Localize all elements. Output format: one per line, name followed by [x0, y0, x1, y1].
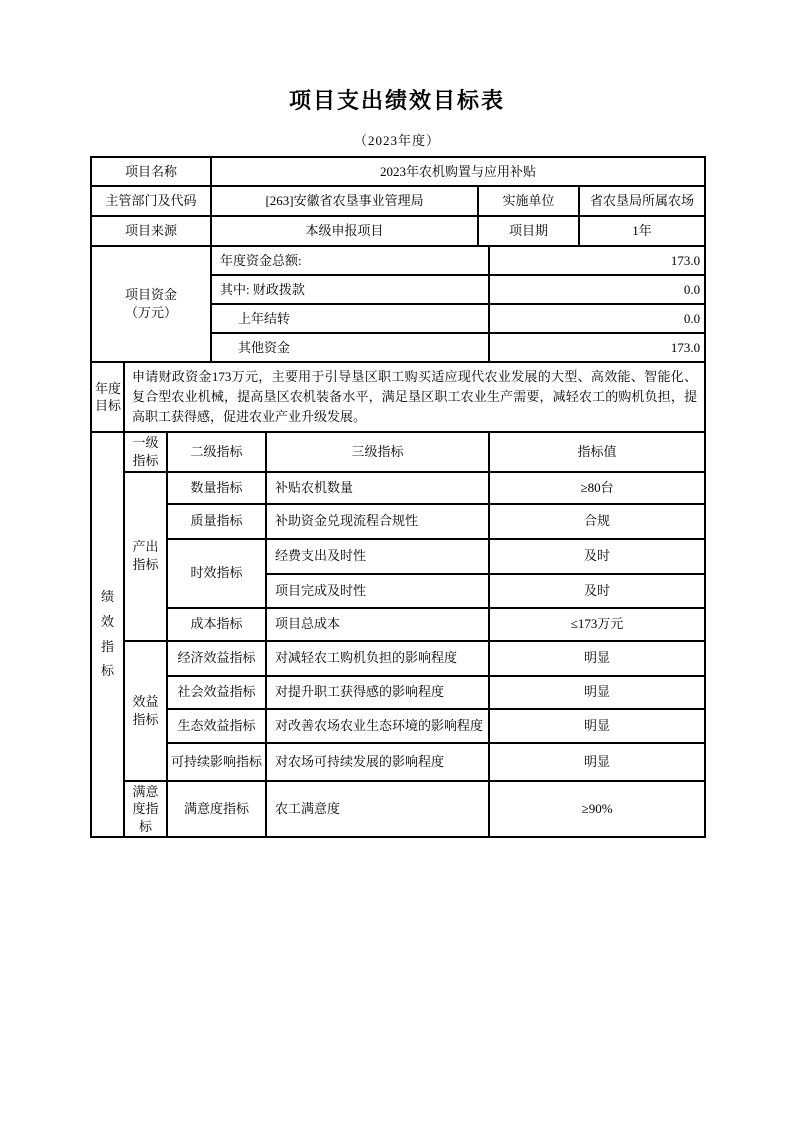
- row-source: [91, 216, 705, 246]
- goal-label: [91, 362, 124, 432]
- funds-other-label: 其他资金: [211, 333, 489, 362]
- satisfaction-l3: 农工满意度: [266, 781, 489, 838]
- cost-value: ≤173万元: [489, 608, 705, 641]
- project-name-label: 项目名称: [91, 157, 211, 186]
- social-l3: 对提升职工获得感的影响程度: [266, 676, 489, 709]
- quantity-l2: 数量指标: [167, 472, 266, 504]
- row-social: [91, 676, 705, 709]
- row-project-name: [91, 157, 705, 186]
- row-ecological: [91, 709, 705, 743]
- economic-l2: 经济效益指标: [167, 641, 266, 676]
- economic-value: 明显: [489, 641, 705, 676]
- quality-value: 合规: [489, 504, 705, 539]
- row-satisfaction: [91, 781, 705, 838]
- funds-label: [91, 246, 211, 362]
- source-value: 本级申报项目: [211, 216, 478, 246]
- row-quantity: [91, 472, 705, 504]
- period-value: 1年: [579, 216, 705, 246]
- funds-fiscal-label: 其中: 财政拨款: [211, 275, 489, 304]
- goal-label-text: 年度目标: [94, 380, 121, 414]
- group-satisfaction: [124, 781, 167, 838]
- cost-l3: 项目总成本: [266, 608, 489, 641]
- quality-l2: 质量指标: [167, 504, 266, 539]
- funds-label-line1: 项目资金: [125, 287, 178, 303]
- group-satisfaction-text: 满意度指标: [132, 783, 159, 834]
- economic-l3: 对减轻农工购机负担的影响程度: [266, 641, 489, 676]
- timeliness2-l3: 项目完成及时性: [266, 574, 489, 608]
- sustainable-value: 明显: [489, 743, 705, 781]
- sustainable-l3: 对农场可持续发展的影响程度: [266, 743, 489, 781]
- quantity-value: ≥80台: [489, 472, 705, 504]
- unit-label: 实施单位: [478, 186, 579, 216]
- row-indicator-header: [91, 432, 705, 471]
- row-funds-total: [91, 246, 705, 275]
- page-subtitle: （2023年度）: [353, 133, 440, 148]
- perf-side-label-text: 绩效指标: [100, 589, 114, 679]
- funds-fiscal-value: 0.0: [489, 275, 705, 304]
- page-title: 项目支出绩效目标表: [288, 88, 505, 113]
- timeliness2-value: 及时: [489, 574, 705, 608]
- header-value: 指标值: [489, 432, 705, 471]
- funds-total-value: 173.0: [489, 246, 705, 275]
- project-name-value: 2023年农机购置与应用补贴: [211, 157, 705, 186]
- quantity-l3: 补贴农机数量: [266, 472, 489, 504]
- source-label: 项目来源: [91, 216, 211, 246]
- social-value: 明显: [489, 676, 705, 709]
- unit-value: 省农垦局所属农场: [579, 186, 705, 216]
- satisfaction-value: ≥90%: [489, 781, 705, 838]
- period-label: 项目期: [478, 216, 579, 246]
- timeliness1-l3: 经费支出及时性: [266, 539, 489, 574]
- dept-label: 主管部门及代码: [91, 186, 211, 216]
- group-benefit: 效益指标: [124, 641, 167, 781]
- timeliness-l2: 时效指标: [167, 539, 266, 608]
- row-economic: [91, 641, 705, 676]
- row-annual-goal: [91, 362, 705, 432]
- social-l2: 社会效益指标: [167, 676, 266, 709]
- funds-other-value: 173.0: [489, 333, 705, 362]
- header-level2: 二级指标: [167, 432, 266, 471]
- header-level3: 三级指标: [266, 432, 489, 471]
- quality-l3: 补助资金兑现流程合规性: [266, 504, 489, 539]
- satisfaction-l2: 满意度指标: [167, 781, 266, 838]
- row-cost: [91, 608, 705, 641]
- ecological-value: 明显: [489, 709, 705, 743]
- performance-target-table: [90, 156, 706, 838]
- cost-l2: 成本指标: [167, 608, 266, 641]
- funds-total-label: 年度资金总额:: [211, 246, 489, 275]
- perf-side-label: [91, 432, 124, 837]
- sustainable-l2: 可持续影响指标: [167, 743, 266, 781]
- group-output: 产出指标: [124, 472, 167, 641]
- ecological-l3: 对改善农场农业生态环境的影响程度: [266, 709, 489, 743]
- row-sustainable: [91, 743, 705, 781]
- funds-carryover-label: 上年结转: [211, 304, 489, 333]
- ecological-l2: 生态效益指标: [167, 709, 266, 743]
- funds-carryover-value: 0.0: [489, 304, 705, 333]
- header-level1: 一级指标: [124, 432, 167, 471]
- row-quality: [91, 504, 705, 539]
- dept-value: [263]安徽省农垦事业管理局: [211, 186, 478, 216]
- row-department: [91, 186, 705, 216]
- goal-text: 申请财政资金173万元，主要用于引导垦区职工购买适应现代农业发展的大型、高效能、智能化、复合型农业机械，提高垦区农机装备水平，满足垦区职工农业生产需要，减轻农工的购机负担，提高职工获得感，促进农业产业升级发展。: [124, 362, 705, 432]
- row-timeliness-1: [91, 539, 705, 574]
- timeliness1-value: 及时: [489, 539, 705, 574]
- funds-label-line2: （万元）: [125, 305, 178, 320]
